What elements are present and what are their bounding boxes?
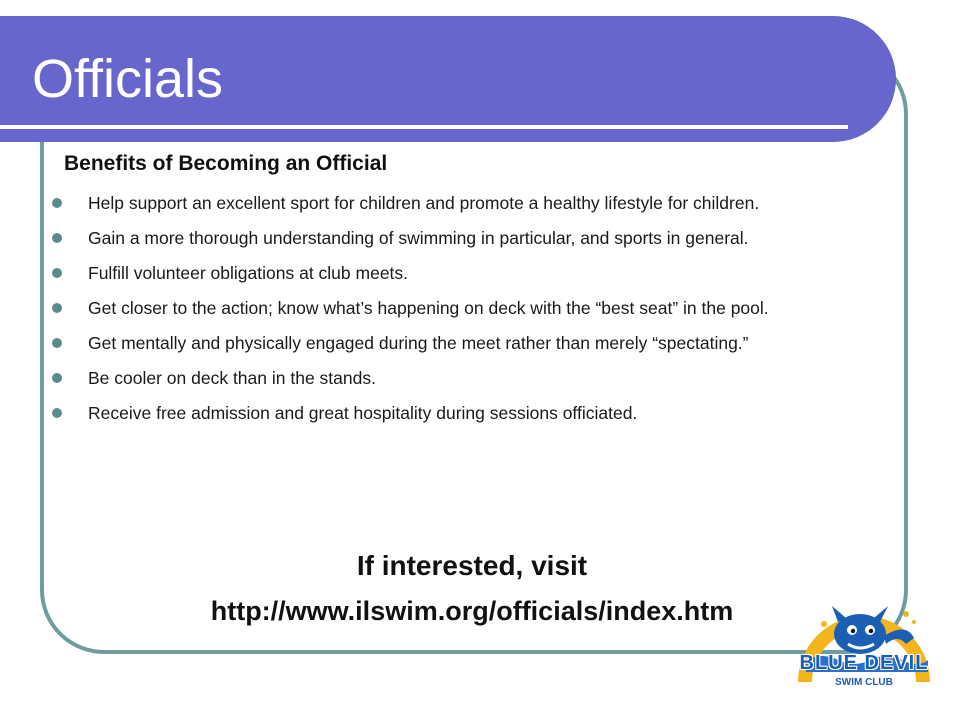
bullet-icon (52, 233, 62, 243)
bullet-text: Get closer to the action; know what’s happening on deck with the “best seat” in the pool. (88, 298, 769, 318)
list-item (48, 400, 878, 426)
bullet-icon (52, 408, 62, 418)
title-banner (0, 16, 896, 142)
bullet-text: Gain a more thorough understanding of swimming in particular, and sports in general. (88, 228, 749, 248)
blue-devil-mascot-icon (788, 582, 940, 712)
cta-text: If interested, visit (356, 550, 588, 581)
bullet-icon (52, 373, 62, 383)
list-item (48, 190, 878, 216)
bullet-text: Fulfill volunteer obligations at club meets. (88, 263, 409, 283)
slide-title: Officials (32, 49, 224, 109)
subheading: Benefits of Becoming an Official (64, 152, 388, 175)
list-item (48, 295, 878, 321)
bullet-text: Receive free admission and great hospitality during sessions officiated. (88, 403, 638, 423)
logo-subtitle: SWIM CLUB (835, 677, 893, 688)
bullet-text: Be cooler on deck than in the stands. (88, 368, 376, 388)
title-underline (0, 125, 848, 129)
bullet-icon (52, 303, 62, 313)
officials-link[interactable]: http://www.ilswim.org/officials/index.htm (210, 596, 734, 626)
list-item (48, 365, 878, 391)
bullet-icon (52, 268, 62, 278)
blue-devil-logo (788, 582, 940, 712)
logo-title: BLUE DEVIL (799, 652, 929, 674)
bullet-text: Help support an excellent sport for children and promote a healthy lifestyle for children. (88, 193, 760, 213)
list-item (48, 330, 878, 356)
benefits-list (48, 190, 878, 435)
bullet-icon (52, 338, 62, 348)
bullet-text: Get mentally and physically engaged during the meet rather than merely “spectating.” (88, 333, 749, 353)
bullet-icon (52, 198, 62, 208)
list-item (48, 260, 878, 286)
list-item (48, 225, 878, 251)
